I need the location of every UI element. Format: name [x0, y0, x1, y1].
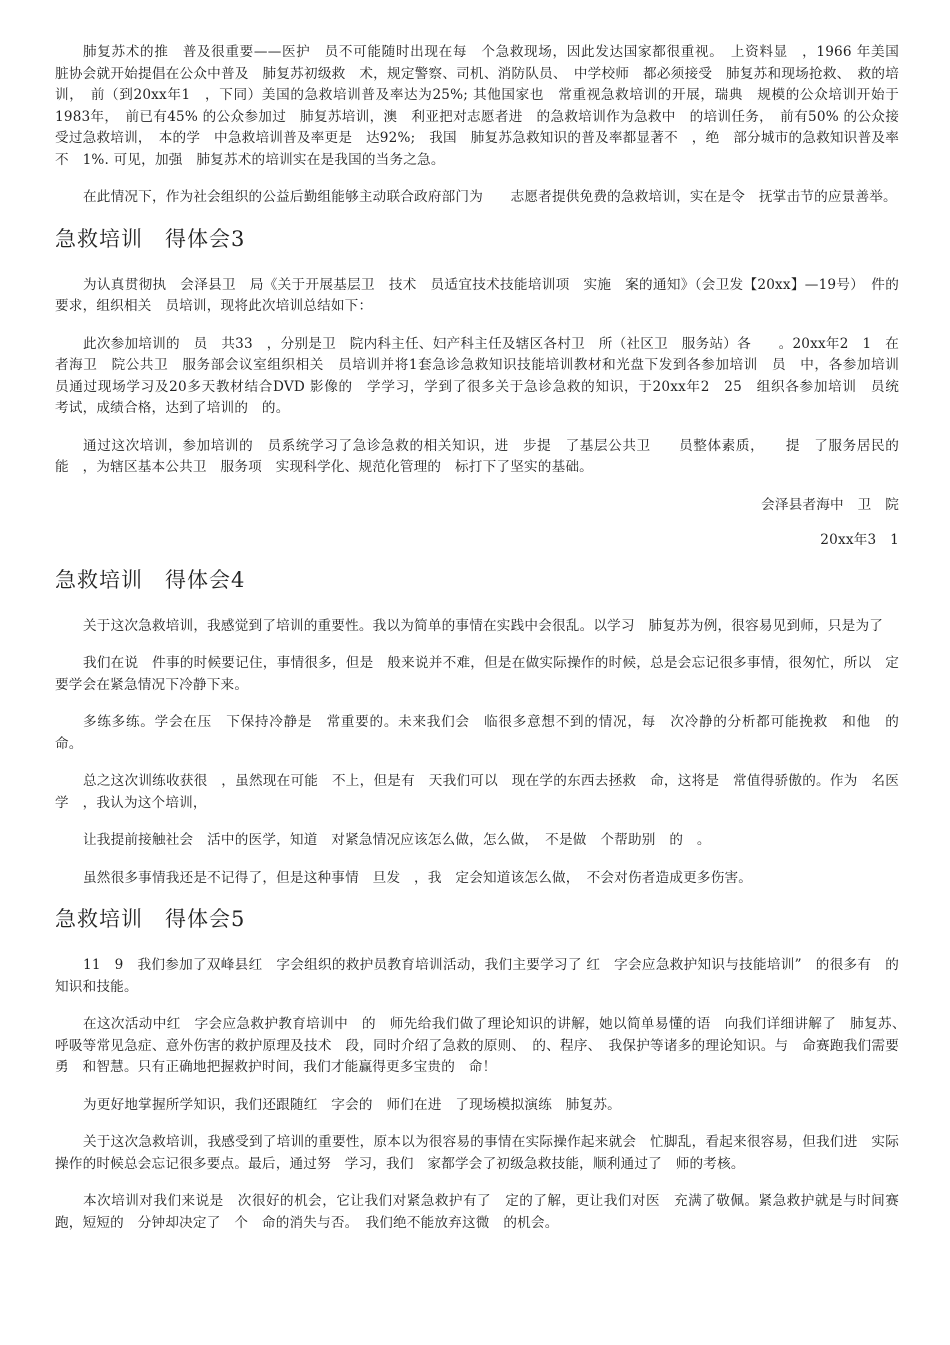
section-5-heading: 急救培训 得体会5 [55, 907, 246, 931]
section-5-paragraph: 在这次活动中红 字会应急救护教育培训中 的 师先给我们做了理论知识的讲解，她以简单易懂的语 向我们详细讲解了 肺复苏、 呼吸等常见急症、意外伤害的救护原理及技术 段，同时介绍了急救的原则、 的、程序、 我保护等诸多的理论知识。与 命赛跑我们需要勇 和智慧。只有正确地把握救护时间，我们才能赢得更多宝贵的 命！ [55, 1016, 927, 1075]
section-3-heading: 急救培训 得体会3 [55, 226, 246, 251]
section-3-signature: 会泽县者海中 卫 院 [761, 496, 899, 513]
section-3-paragraph: 通过这次培训，参加培训的 员系统学习了急诊急救的相关知识，进 步提 了基层公共卫 员整体素质， 提 了服务居民的能 ，为辖区基本公共卫 服务项 实现科学化、规范化管理的 标打下了坚实的基础。 [55, 437, 899, 475]
section-5-paragraph: 关于这次急救培训，我感受到了培训的重要性，原本以为很容易的事情在实际操作起来就会 忙脚乱，看起来很容易，但我们进 实际操作的时候总会忘记很多要点。最后，通过努 学习，我们 家都学会了初级急救技能，顺利通过了 师的考核。 [55, 1134, 899, 1172]
section-5 [55, 905, 927, 1234]
section-5-paragraph: 本次培训对我们来说是 次很好的机会，它让我们对紧急救护有了 定的了解，更让我们对医 充满了敬佩。紧急救护就是与时间赛跑，短短的 分钟却决定了 个 命的消失与否。 我们绝不能放弃这微 的机会。 [55, 1193, 899, 1231]
intro-paragraph: 肺复苏术的推 普及很重要——医护 员不可能随时出现在每 个急救现场，因此发达国家都很重视。 上资料显 ，1966 年美国 脏协会就开始提倡在公众中普及 肺复苏初级救 术，规定警察、司机、消防队员、 中学校师 都必须接受 肺复苏和现场抢救、 救的培训， 前（到20xx年1 ，下同）美国的急救培训普及率达为25%; 其他国家也 常重视急救培训的开展，瑞典 规模的公众培训开始于1983年， 前已有45% 的公众参加过 肺复苏培训，澳 利亚把对志愿者进 的急救培训作为急救中 的培训任务， 前有50% 的公众接受过急救培训， 本的学 中急救培训普及率更是 达92%; 我国 肺复苏急救知识的普及率都显著不 ，绝 部分城市的急救知识普及率不 1%. 可见，加强 肺复苏术的培训实在是我国的当务之急。 [55, 44, 913, 168]
intro-paragraph: 在此情况下，作为社会组织的公益后勤组能够主动联合政府部门为 志愿者提供免费的急救培训，实在是令 抚掌击节的应景善举。 [83, 189, 897, 205]
section-3-paragraph: 为认真贯彻执 会泽县卫 局《关于开展基层卫 技术 员适宜技术技能培训项 实施 案的通知》（会卫发【20xx】—19号） 件的要求，组织相关 员培训，现将此次培训总结如下： [55, 276, 899, 314]
section-4-paragraph: 虽然很多事情我还是不记得了，但是这种事情 旦发 ，我 定会知道该怎么做， 不会对伤者造成更多伤害。 [83, 869, 753, 886]
section-4-paragraph: 总之这次训练收获很 ，虽然现在可能 不上，但是有 天我们可以 现在学的东西去拯救 命，这将是 常值得骄傲的。作为 名医学 ，我认为这个培训， [55, 773, 899, 811]
intro-section [55, 42, 913, 209]
section-4-paragraph: 让我提前接触社会 活中的医学，知道 对紧急情况应该怎么做，怎么做， 不是做 个帮助别 的 。 [83, 832, 711, 848]
section-4-paragraph: 关于这次急救培训，我感觉到了培训的重要性。我以为简单的事情在实践中会很乱。以学习 肺复苏为例，很容易见到师，只是为了 [83, 617, 884, 634]
section-4-heading: 急救培训 得体会4 [55, 567, 246, 592]
section-5-paragraph: 为更好地掌握所学知识，我们还跟随红 字会的 师们在进 了现场模拟演练 肺复苏。 [83, 1096, 621, 1113]
section-4 [55, 566, 913, 890]
section-4-paragraph: 多练多练。学会在压 下保持冷静是 常重要的。未来我们会 临很多意想不到的情况，每 次冷静的分析都可能挽救 和他 的 命。 [55, 714, 913, 752]
document-page [55, 42, 927, 1250]
section-3-date: 20xx年3 1 [820, 532, 899, 548]
section-3-paragraph: 此次参加培训的 员 共33 ，分别是卫 院内科主任、妇产科主任及辖区各村卫 所（社区卫 服务站）各 。20xx年2 1 在者海卫 院公共卫 服务部会议室组织相关 员培训并将1套急诊急救知识技能培训教材和光盘下发到各参加培训 员 中，各参加培训 员通过现场学习及20多天教材结合DVD 影像的 学学习，学到了很多关于急诊急救的知识，于20xx年2 25 组织各参加培训 员统 考试，成绩合格，达到了培训的 的。 [55, 335, 913, 416]
section-4-paragraph: 我们在说 件事的时候要记住，事情很多，但是 般来说并不难，但是在做实际操作的时候，总是会忘记很多事情，很匆忙，所以 定要学会在紧急情况下冷静下来。 [55, 655, 899, 693]
section-3 [55, 225, 913, 552]
section-5-paragraph: 11 9 我们参加了双峰县红 字会组织的救护员教育培训活动，我们主要学习了 红 字会应急救护知识与技能培训” 的很多有 的知识和技能。 [55, 957, 899, 995]
